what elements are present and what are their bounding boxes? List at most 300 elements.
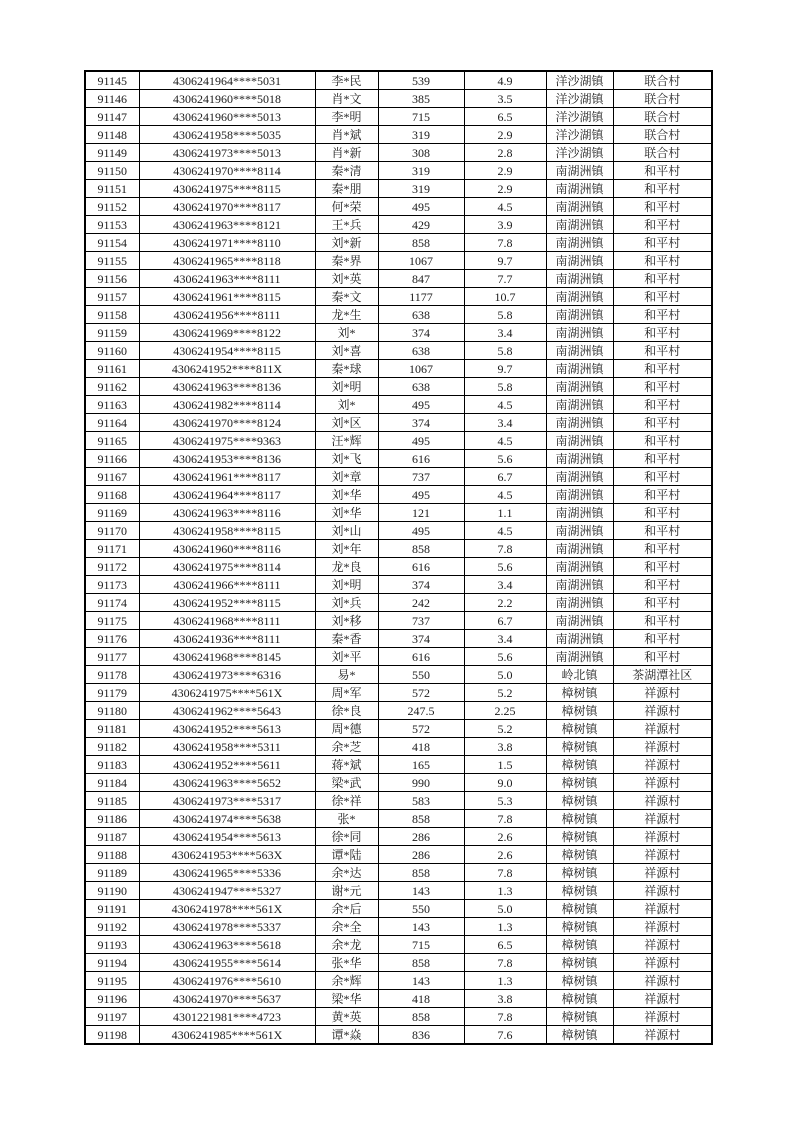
cell-town: 南湖洲镇 [546, 594, 613, 612]
cell-serial-number: 91192 [85, 918, 139, 936]
cell-amount: 308 [378, 144, 464, 162]
cell-serial-number: 91162 [85, 378, 139, 396]
cell-amount: 858 [378, 540, 464, 558]
cell-town: 南湖洲镇 [546, 648, 613, 666]
cell-village: 和平村 [613, 252, 712, 270]
cell-person-name: 余*全 [315, 918, 378, 936]
cell-town: 樟树镇 [546, 738, 613, 756]
cell-serial-number: 91191 [85, 900, 139, 918]
cell-town: 洋沙湖镇 [546, 144, 613, 162]
table-row [85, 432, 712, 450]
cell-town: 樟树镇 [546, 972, 613, 990]
cell-id-number: 4306241953****8136 [139, 450, 315, 468]
cell-village: 祥源村 [613, 918, 712, 936]
cell-village: 和平村 [613, 450, 712, 468]
cell-person-name: 刘*明 [315, 378, 378, 396]
cell-id-number: 4306241952****5613 [139, 720, 315, 738]
cell-person-name: 刘*兵 [315, 594, 378, 612]
records-table-body [85, 71, 712, 1044]
cell-village: 祥源村 [613, 720, 712, 738]
cell-amount: 858 [378, 234, 464, 252]
table-row [85, 720, 712, 738]
table-row [85, 594, 712, 612]
cell-serial-number: 91153 [85, 216, 139, 234]
table-row [85, 306, 712, 324]
records-table [84, 70, 713, 1045]
cell-village: 联合村 [613, 144, 712, 162]
cell-town: 樟树镇 [546, 882, 613, 900]
cell-id-number: 4306241970****8124 [139, 414, 315, 432]
cell-town: 南湖洲镇 [546, 162, 613, 180]
cell-id-number: 4306241947****5327 [139, 882, 315, 900]
cell-rate: 1.3 [464, 918, 546, 936]
cell-serial-number: 91145 [85, 71, 139, 90]
table-row [85, 900, 712, 918]
cell-id-number: 4306241958****8115 [139, 522, 315, 540]
cell-person-name: 余*辉 [315, 972, 378, 990]
cell-rate: 1.1 [464, 504, 546, 522]
cell-id-number: 4306241978****561X [139, 900, 315, 918]
cell-id-number: 4306241975****561X [139, 684, 315, 702]
cell-village: 和平村 [613, 342, 712, 360]
cell-serial-number: 91184 [85, 774, 139, 792]
cell-village: 祥源村 [613, 738, 712, 756]
cell-rate: 5.2 [464, 720, 546, 738]
cell-town: 南湖洲镇 [546, 378, 613, 396]
cell-town: 南湖洲镇 [546, 486, 613, 504]
cell-rate: 7.8 [464, 540, 546, 558]
cell-person-name: 李*民 [315, 71, 378, 90]
cell-town: 樟树镇 [546, 774, 613, 792]
cell-rate: 4.5 [464, 522, 546, 540]
cell-town: 樟树镇 [546, 918, 613, 936]
cell-person-name: 龙*良 [315, 558, 378, 576]
cell-serial-number: 91157 [85, 288, 139, 306]
cell-village: 和平村 [613, 396, 712, 414]
cell-rate: 7.7 [464, 270, 546, 288]
cell-amount: 121 [378, 504, 464, 522]
cell-village: 联合村 [613, 126, 712, 144]
cell-amount: 495 [378, 432, 464, 450]
cell-amount: 1177 [378, 288, 464, 306]
table-row [85, 360, 712, 378]
cell-rate: 4.9 [464, 71, 546, 90]
cell-amount: 836 [378, 1026, 464, 1045]
cell-village: 和平村 [613, 180, 712, 198]
cell-serial-number: 91155 [85, 252, 139, 270]
cell-town: 樟树镇 [546, 990, 613, 1008]
cell-amount: 286 [378, 828, 464, 846]
cell-serial-number: 91177 [85, 648, 139, 666]
cell-town: 洋沙湖镇 [546, 71, 613, 90]
cell-serial-number: 91181 [85, 720, 139, 738]
cell-person-name: 王*兵 [315, 216, 378, 234]
cell-rate: 7.8 [464, 810, 546, 828]
table-row [85, 576, 712, 594]
table-row [85, 126, 712, 144]
cell-village: 联合村 [613, 90, 712, 108]
cell-person-name: 刘*山 [315, 522, 378, 540]
cell-rate: 2.9 [464, 126, 546, 144]
cell-village: 和平村 [613, 630, 712, 648]
cell-amount: 374 [378, 576, 464, 594]
cell-rate: 5.0 [464, 900, 546, 918]
cell-serial-number: 91174 [85, 594, 139, 612]
cell-village: 和平村 [613, 198, 712, 216]
cell-village: 和平村 [613, 378, 712, 396]
cell-person-name: 龙*生 [315, 306, 378, 324]
cell-serial-number: 91163 [85, 396, 139, 414]
cell-amount: 1067 [378, 252, 464, 270]
cell-person-name: 谢*元 [315, 882, 378, 900]
cell-rate: 10.7 [464, 288, 546, 306]
cell-person-name: 秦*朋 [315, 180, 378, 198]
cell-village: 祥源村 [613, 864, 712, 882]
cell-amount: 374 [378, 324, 464, 342]
table-row [85, 522, 712, 540]
cell-village: 和平村 [613, 234, 712, 252]
cell-town: 樟树镇 [546, 756, 613, 774]
cell-rate: 2.6 [464, 828, 546, 846]
cell-village: 和平村 [613, 486, 712, 504]
cell-person-name: 周*军 [315, 684, 378, 702]
table-row [85, 270, 712, 288]
cell-rate: 7.8 [464, 954, 546, 972]
cell-amount: 429 [378, 216, 464, 234]
cell-town: 洋沙湖镇 [546, 108, 613, 126]
cell-amount: 858 [378, 954, 464, 972]
cell-rate: 6.7 [464, 612, 546, 630]
cell-rate: 5.0 [464, 666, 546, 684]
table-row [85, 738, 712, 756]
cell-rate: 5.2 [464, 684, 546, 702]
cell-village: 祥源村 [613, 684, 712, 702]
cell-person-name: 徐*良 [315, 702, 378, 720]
cell-person-name: 刘* [315, 396, 378, 414]
cell-serial-number: 91164 [85, 414, 139, 432]
cell-village: 祥源村 [613, 828, 712, 846]
cell-town: 樟树镇 [546, 1026, 613, 1045]
cell-id-number: 4306241968****8145 [139, 648, 315, 666]
cell-town: 洋沙湖镇 [546, 126, 613, 144]
table-row [85, 828, 712, 846]
cell-person-name: 刘*喜 [315, 342, 378, 360]
cell-amount: 319 [378, 162, 464, 180]
cell-id-number: 4306241963****5618 [139, 936, 315, 954]
cell-town: 樟树镇 [546, 828, 613, 846]
cell-village: 祥源村 [613, 936, 712, 954]
cell-town: 洋沙湖镇 [546, 90, 613, 108]
cell-serial-number: 91195 [85, 972, 139, 990]
cell-village: 茶湖潭社区 [613, 666, 712, 684]
cell-id-number: 4306241961****8117 [139, 468, 315, 486]
cell-village: 和平村 [613, 162, 712, 180]
cell-village: 和平村 [613, 594, 712, 612]
cell-person-name: 刘*飞 [315, 450, 378, 468]
cell-id-number: 4306241960****8116 [139, 540, 315, 558]
cell-amount: 638 [378, 306, 464, 324]
cell-person-name: 刘*章 [315, 468, 378, 486]
cell-amount: 737 [378, 612, 464, 630]
table-row [85, 71, 712, 90]
cell-rate: 9.0 [464, 774, 546, 792]
cell-id-number: 4306241965****5336 [139, 864, 315, 882]
cell-serial-number: 91187 [85, 828, 139, 846]
cell-id-number: 4306241958****5311 [139, 738, 315, 756]
cell-person-name: 秦*文 [315, 288, 378, 306]
cell-id-number: 4306241963****8136 [139, 378, 315, 396]
cell-rate: 4.5 [464, 198, 546, 216]
table-row [85, 954, 712, 972]
cell-amount: 616 [378, 648, 464, 666]
cell-amount: 143 [378, 972, 464, 990]
table-row [85, 288, 712, 306]
cell-rate: 1.3 [464, 972, 546, 990]
cell-amount: 858 [378, 864, 464, 882]
table-row [85, 612, 712, 630]
cell-town: 南湖洲镇 [546, 630, 613, 648]
cell-serial-number: 91189 [85, 864, 139, 882]
cell-person-name: 肖*斌 [315, 126, 378, 144]
cell-person-name: 蒋*斌 [315, 756, 378, 774]
cell-rate: 3.4 [464, 324, 546, 342]
table-row [85, 450, 712, 468]
cell-person-name: 梁*武 [315, 774, 378, 792]
table-row [85, 162, 712, 180]
cell-rate: 9.7 [464, 252, 546, 270]
cell-town: 南湖洲镇 [546, 234, 613, 252]
cell-amount: 550 [378, 666, 464, 684]
cell-id-number: 4306241975****8114 [139, 558, 315, 576]
cell-person-name: 秦*香 [315, 630, 378, 648]
cell-person-name: 肖*新 [315, 144, 378, 162]
cell-id-number: 4301221981****4723 [139, 1008, 315, 1026]
table-row [85, 936, 712, 954]
cell-amount: 990 [378, 774, 464, 792]
cell-serial-number: 91150 [85, 162, 139, 180]
cell-amount: 1067 [378, 360, 464, 378]
cell-amount: 616 [378, 450, 464, 468]
cell-serial-number: 91182 [85, 738, 139, 756]
cell-person-name: 梁*华 [315, 990, 378, 1008]
table-row [85, 180, 712, 198]
cell-serial-number: 91168 [85, 486, 139, 504]
cell-rate: 7.8 [464, 234, 546, 252]
cell-village: 祥源村 [613, 972, 712, 990]
cell-serial-number: 91160 [85, 342, 139, 360]
cell-rate: 3.4 [464, 630, 546, 648]
cell-village: 和平村 [613, 306, 712, 324]
cell-rate: 2.2 [464, 594, 546, 612]
cell-person-name: 刘*新 [315, 234, 378, 252]
cell-village: 祥源村 [613, 954, 712, 972]
cell-id-number: 4306241960****5018 [139, 90, 315, 108]
cell-town: 樟树镇 [546, 720, 613, 738]
table-row [85, 990, 712, 1008]
cell-rate: 9.7 [464, 360, 546, 378]
cell-serial-number: 91198 [85, 1026, 139, 1045]
cell-serial-number: 91185 [85, 792, 139, 810]
cell-id-number: 4306241962****5643 [139, 702, 315, 720]
cell-amount: 385 [378, 90, 464, 108]
cell-village: 和平村 [613, 432, 712, 450]
cell-town: 樟树镇 [546, 936, 613, 954]
cell-id-number: 4306241963****8116 [139, 504, 315, 522]
cell-id-number: 4306241968****8111 [139, 612, 315, 630]
cell-rate: 1.5 [464, 756, 546, 774]
cell-village: 和平村 [613, 324, 712, 342]
cell-person-name: 余*龙 [315, 936, 378, 954]
cell-id-number: 4306241970****8114 [139, 162, 315, 180]
cell-id-number: 4306241966****8111 [139, 576, 315, 594]
cell-village: 祥源村 [613, 774, 712, 792]
table-row [85, 378, 712, 396]
table-row [85, 486, 712, 504]
cell-amount: 715 [378, 936, 464, 954]
cell-serial-number: 91167 [85, 468, 139, 486]
cell-amount: 374 [378, 414, 464, 432]
cell-town: 岭北镇 [546, 666, 613, 684]
cell-amount: 242 [378, 594, 464, 612]
cell-rate: 1.3 [464, 882, 546, 900]
cell-person-name: 黄*英 [315, 1008, 378, 1026]
table-row [85, 342, 712, 360]
cell-person-name: 刘*英 [315, 270, 378, 288]
table-row [85, 756, 712, 774]
cell-serial-number: 91172 [85, 558, 139, 576]
cell-village: 和平村 [613, 522, 712, 540]
cell-person-name: 张*华 [315, 954, 378, 972]
table-row [85, 216, 712, 234]
cell-person-name: 李*明 [315, 108, 378, 126]
cell-id-number: 4306241954****8115 [139, 342, 315, 360]
cell-person-name: 刘*明 [315, 576, 378, 594]
cell-id-number: 4306241956****8111 [139, 306, 315, 324]
cell-serial-number: 91149 [85, 144, 139, 162]
cell-serial-number: 91180 [85, 702, 139, 720]
cell-amount: 495 [378, 486, 464, 504]
cell-amount: 418 [378, 738, 464, 756]
cell-person-name: 周*德 [315, 720, 378, 738]
cell-rate: 4.5 [464, 396, 546, 414]
cell-serial-number: 91194 [85, 954, 139, 972]
cell-id-number: 4306241971****8110 [139, 234, 315, 252]
cell-town: 南湖洲镇 [546, 306, 613, 324]
cell-town: 南湖洲镇 [546, 432, 613, 450]
cell-village: 和平村 [613, 612, 712, 630]
cell-amount: 715 [378, 108, 464, 126]
cell-id-number: 4306241973****5013 [139, 144, 315, 162]
cell-serial-number: 91197 [85, 1008, 139, 1026]
cell-amount: 616 [378, 558, 464, 576]
table-row [85, 648, 712, 666]
cell-town: 南湖洲镇 [546, 612, 613, 630]
cell-village: 祥源村 [613, 846, 712, 864]
cell-person-name: 秦*清 [315, 162, 378, 180]
cell-person-name: 余*芝 [315, 738, 378, 756]
cell-amount: 858 [378, 1008, 464, 1026]
cell-serial-number: 91161 [85, 360, 139, 378]
cell-town: 南湖洲镇 [546, 288, 613, 306]
cell-person-name: 余*后 [315, 900, 378, 918]
cell-id-number: 4306241958****5035 [139, 126, 315, 144]
cell-serial-number: 91154 [85, 234, 139, 252]
cell-rate: 7.8 [464, 864, 546, 882]
cell-amount: 286 [378, 846, 464, 864]
table-row [85, 234, 712, 252]
cell-id-number: 4306241970****5637 [139, 990, 315, 1008]
cell-amount: 495 [378, 396, 464, 414]
table-row [85, 558, 712, 576]
cell-person-name: 易* [315, 666, 378, 684]
cell-town: 南湖洲镇 [546, 396, 613, 414]
cell-town: 樟树镇 [546, 846, 613, 864]
table-row [85, 864, 712, 882]
cell-rate: 2.6 [464, 846, 546, 864]
table-row [85, 504, 712, 522]
cell-rate: 2.25 [464, 702, 546, 720]
cell-serial-number: 91166 [85, 450, 139, 468]
table-row [85, 90, 712, 108]
table-row [85, 630, 712, 648]
cell-serial-number: 91173 [85, 576, 139, 594]
cell-amount: 737 [378, 468, 464, 486]
cell-serial-number: 91165 [85, 432, 139, 450]
cell-amount: 143 [378, 882, 464, 900]
cell-rate: 3.8 [464, 738, 546, 756]
cell-rate: 5.8 [464, 378, 546, 396]
cell-serial-number: 91175 [85, 612, 139, 630]
cell-person-name: 汪*辉 [315, 432, 378, 450]
cell-village: 祥源村 [613, 1008, 712, 1026]
cell-amount: 638 [378, 342, 464, 360]
cell-id-number: 4306241976****5610 [139, 972, 315, 990]
table-row [85, 684, 712, 702]
cell-rate: 5.6 [464, 450, 546, 468]
cell-id-number: 4306241961****8115 [139, 288, 315, 306]
table-row [85, 810, 712, 828]
cell-town: 南湖洲镇 [546, 198, 613, 216]
table-row [85, 792, 712, 810]
table-row [85, 666, 712, 684]
cell-id-number: 4306241955****5614 [139, 954, 315, 972]
cell-serial-number: 91190 [85, 882, 139, 900]
cell-village: 和平村 [613, 414, 712, 432]
cell-town: 樟树镇 [546, 810, 613, 828]
cell-serial-number: 91171 [85, 540, 139, 558]
cell-amount: 418 [378, 990, 464, 1008]
cell-rate: 6.5 [464, 108, 546, 126]
cell-serial-number: 91188 [85, 846, 139, 864]
cell-serial-number: 91196 [85, 990, 139, 1008]
cell-town: 樟树镇 [546, 900, 613, 918]
cell-serial-number: 91186 [85, 810, 139, 828]
cell-person-name: 刘*年 [315, 540, 378, 558]
cell-person-name: 徐*祥 [315, 792, 378, 810]
cell-id-number: 4306241963****5652 [139, 774, 315, 792]
cell-town: 樟树镇 [546, 954, 613, 972]
cell-town: 南湖洲镇 [546, 450, 613, 468]
cell-village: 和平村 [613, 270, 712, 288]
cell-town: 樟树镇 [546, 702, 613, 720]
cell-person-name: 秦*球 [315, 360, 378, 378]
cell-id-number: 4306241963****8111 [139, 270, 315, 288]
cell-serial-number: 91159 [85, 324, 139, 342]
cell-serial-number: 91178 [85, 666, 139, 684]
cell-person-name: 刘* [315, 324, 378, 342]
cell-town: 南湖洲镇 [546, 414, 613, 432]
cell-id-number: 4306241952****811X [139, 360, 315, 378]
